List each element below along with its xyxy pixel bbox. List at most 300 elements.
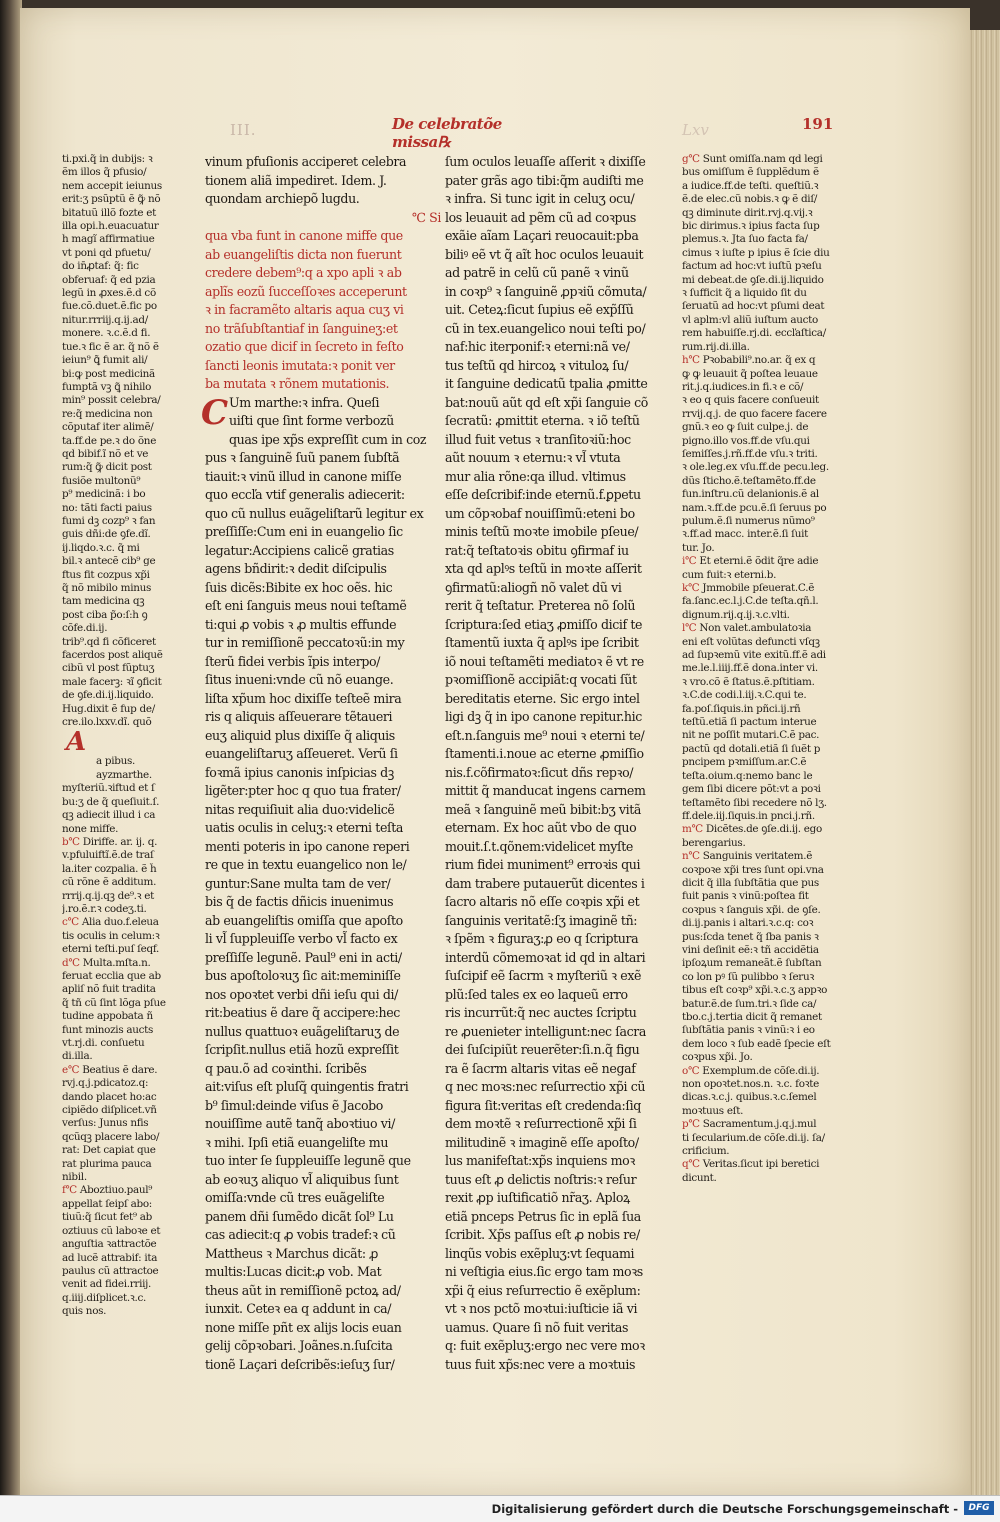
text-line: eternam. Ex hoc aũt vbo de quo xyxy=(445,820,637,835)
gloss-line: l℃ Non valet.ambulatoꝛia xyxy=(682,622,812,635)
text-line: tuus eſt ꝓ delictis noſtris:ꝛ reſur xyxy=(445,1171,637,1187)
gloss-line: fuit panis ꝛ vinũ:poſtea fit xyxy=(682,890,809,903)
gloss-line: d℃ Multa.mſta.n. xyxy=(62,956,151,969)
gloss-line: male facerꝫ: ꝛĩ ꝯficit xyxy=(62,675,162,688)
gloss-line: nibil. xyxy=(62,1171,87,1184)
gloss-line: ꝛ eo q quis facere conſueuit xyxy=(682,394,819,407)
text-line: li vl̃ ſuppleuiſſe verbo vl̃ facto ex xyxy=(205,931,398,946)
text-line: illud fuit vetus ꝛ tranſitoꝛiũ:hoc xyxy=(445,431,631,447)
gloss-line: do in̄ꝓtaf: q̃: fic xyxy=(62,260,139,273)
gloss-line: mi debeat.de ꝯſe.di.ij.liquido xyxy=(682,273,824,286)
text-line: ab euangeliſtis omiſſa que apoſto xyxy=(205,912,403,928)
text-line: xp̃i q̃ eius reſurrectio ẽ exẽplum: xyxy=(445,1282,641,1298)
gloss-line: ad lucẽ attrabif: ita xyxy=(62,1251,158,1264)
gloss-line: cõputaf iter alimẽ/ xyxy=(62,421,154,434)
gloss-line: ſeruatũ ad hoc:vt pſumi deat xyxy=(682,300,825,313)
text-line: iõ noui teſtamẽti mediatoꝛ ẽ vt re xyxy=(445,653,644,669)
text-line: none miſſe pñt ex alijs locis euan xyxy=(205,1319,402,1335)
text-line: eſſe deſcribif:inde eternũ.f.ꝑpetu xyxy=(445,487,641,502)
rubric-start: ℃ Si xyxy=(411,209,441,225)
gloss-line: nitur.rrriij.q.ij.ad/ xyxy=(62,313,148,326)
gloss-line: n℃ Sanguinis veritatem.ẽ xyxy=(682,850,813,863)
gloss-line: tibus eſt coꝛp⁹ xp̃i.ꝛ.c.ʒ appꝛo xyxy=(682,984,828,997)
text-line: xta qd aplꝰs teſtũ in moꝛte aſſerit xyxy=(445,561,642,576)
gloss-line: berengarius. xyxy=(682,836,746,849)
gloss-line: ta.ff.de pe.ꝛ do õne xyxy=(62,434,157,447)
gloss-line: di.illa. xyxy=(62,1050,93,1063)
text-line: ſuis dicẽs:Bibite ex hoc oẽs. hic xyxy=(205,579,393,595)
gloss-line: monere. ꝛ.c.ẽ.d fi. xyxy=(62,327,151,340)
gloss-line: qcũqꝫ placere labo/ xyxy=(62,1130,160,1143)
gloss-line: anguſtia ꝛattractõe xyxy=(62,1238,157,1251)
gloss-line: rem habuiſſe.rj.di. eccľaſtica/ xyxy=(682,327,826,340)
gloss-line: dicunt. xyxy=(682,1171,717,1184)
gloss-line: o℃ Exemplum.de cõſe.di.ij. xyxy=(682,1064,820,1077)
gloss-line: cre.ilo.lxxv.dĩ. quõ xyxy=(62,716,152,729)
text-line: quo cũ nullus euãgeliſtarũ legitur ex xyxy=(205,505,424,521)
gloss-line: funt minozis aucts xyxy=(62,1023,154,1036)
gloss-line: cũ rõne ẽ additum. xyxy=(62,876,157,889)
text-line: linqũs vobis exẽpluʒ:vt ſequami xyxy=(445,1245,635,1261)
gloss-line: trib⁹.qd̃ fi cõficeret xyxy=(62,635,156,648)
gloss-line: guis dñi:de ꝯfe.dĩ. xyxy=(62,528,151,541)
gloss-line: cimus ꝛ iuſte p ipius ẽ ſcie diu xyxy=(682,246,830,259)
gloss-line: dicit q̃ illa ſubſtãtia que pus xyxy=(682,876,819,889)
gloss-line: j.ro.ẽ.r.ꝛ codeʒ.ti. xyxy=(62,902,147,915)
text-line: foꝛmã ipius canonis inſpicias dꝫ xyxy=(205,764,394,780)
text-line: ait:viſus eſt pluſq̃ quingentis fratri xyxy=(205,1079,409,1094)
gloss-line: vl̃ aplm:vl̃ aliũ iuſtum aucto xyxy=(682,313,818,326)
text-line: Um marthe:ꝛ infra. Queſi xyxy=(229,394,380,410)
gloss-line: feruat ecclia que ab xyxy=(62,969,161,982)
gloss-line: moꝛtuus eſt. xyxy=(682,1104,744,1117)
text-line: it ſanguine dedicatũ tpalia ꝓmitte xyxy=(445,376,648,391)
gloss-line: ꝛ.C.de codi.l.iij.ꝛ.C.qui te. xyxy=(682,689,807,702)
gloss-line: appellat ſeipſ abo: xyxy=(62,1197,152,1210)
gloss-line: fusiõe multonũ⁹ xyxy=(62,474,141,487)
gloss-line: erit:ʒ psũptũ ẽ ꝙ̃ nõ xyxy=(62,193,161,206)
book-page xyxy=(20,8,970,1495)
book-spine-edge xyxy=(0,0,22,1495)
gloss-line: no: tãti facti paius xyxy=(62,501,152,514)
gloss-line: oztiuus cũ laboꝛe et xyxy=(62,1224,161,1237)
gloss-line: vt.rj.di. conſuetu xyxy=(62,1037,145,1049)
gloss-line: Hug.dixit ẽ fup de/ xyxy=(62,702,155,715)
gloss-line: me.le.l.iiij.ff.ẽ dona.inter vi. xyxy=(682,662,818,675)
gloss-line: qꝫ adiecit illud i ca xyxy=(62,809,156,822)
gloss-line: ꝛ ole.leg.ex vſu.ff.de pecu.leg. xyxy=(682,461,829,474)
gloss-line: de ꝯfe.di.ij.liquido. xyxy=(62,689,154,702)
text-line: ni veſtigia eius.ſic ergo tam moꝛs xyxy=(445,1264,643,1279)
gloss-line: ipſoꝝum remaneãt.ẽ ſubſtan xyxy=(682,957,822,970)
gloss-line: apliſ nõ fuit tradita xyxy=(62,983,156,996)
text-line: multis:Lucas dicit:ꝓ vob. Mat xyxy=(205,1264,382,1279)
gloss-right xyxy=(682,153,857,1185)
text-line: los leuauit ad pẽm cũ ad coꝛpus xyxy=(445,209,636,225)
gloss-line: facerdos post aliquẽ xyxy=(62,649,163,662)
gloss-line: ftus fit cozpus xp̃i xyxy=(62,568,150,581)
text-line: tur in remiſſionẽ peccatoꝛũ:in my xyxy=(205,635,405,650)
gloss-line: ẽm illos q̃ pfusio/ xyxy=(62,166,147,179)
gloss-marker: f℃ xyxy=(62,1184,77,1197)
rubric-line: ba mutata ꝛ rõnem mutationis. xyxy=(205,376,390,391)
gloss-line: dando placet ho:ac xyxy=(62,1090,157,1103)
gloss-drop-cap: A xyxy=(66,727,86,758)
gloss-line: tbo.c.j.tertia dicit q̃ remanet xyxy=(682,1011,822,1023)
gloss-line: rat: Det capiat que xyxy=(62,1144,156,1157)
gloss-line: v.pfuluiftĩ.ẽ.de traſ xyxy=(62,849,154,862)
funding-notice: Digitalisierung gefördert durch die Deutsche Forschungsgemeinschaft - xyxy=(491,1502,958,1516)
gloss-line: bus omiſſum ẽ ſupplẽdum ẽ xyxy=(682,166,819,179)
gloss-line: co lon pꝰ ſũ pulibbo ꝛ ſeruꝛ xyxy=(682,970,814,983)
gloss-line: ad ſupꝛemũ vite exitũ.ff.ẽ adi xyxy=(682,649,826,662)
text-line: ſcribit. Xp̃s paſſus eſt ꝓ nobis re/ xyxy=(445,1227,640,1242)
text-line: ab eoꝛuʒ aliquo vl̃ aliquibus ſunt xyxy=(205,1171,399,1187)
gloss-line: ſubſtãtia panis ꝛ vinũ:ꝛ i eo xyxy=(682,1024,815,1037)
gloss-line: factum ad hoc:vt iuſtũ pꝛeſu xyxy=(682,260,822,273)
text-line: dei ſuſcipiũt reuerẽter:ſi.n.q̃ figu xyxy=(445,1042,640,1057)
text-line: figura ſit:veritas eſt credenda:ſiq xyxy=(445,1097,641,1113)
gloss-line: nem accepit ieiunus xyxy=(62,179,162,192)
gloss-line: k℃ Jmmobile pſeuerat.C.ẽ xyxy=(682,582,815,594)
text-line: legatur:Accipiens calicẽ gratias xyxy=(205,542,394,558)
gloss-line: dem loco ꝛ ſub eadẽ ſpecie eſt xyxy=(682,1037,831,1050)
text-line: uit. Ceteꝝ:ſicut ſupius eẽ exp̃ſſũ xyxy=(445,302,634,317)
text-line: ſum oculos leuaſſe aſſerit ꝛ dixiſſe xyxy=(445,154,646,169)
gloss-line: quis nos. xyxy=(62,1305,107,1318)
text-line: mouit.ſ.t.qõnem:videlicet myſte xyxy=(445,838,633,854)
gloss-line: m℃ Dicẽtes.de ꝯſe.di.ij. ego xyxy=(682,823,822,836)
column-a-opening xyxy=(205,153,441,209)
gloss-marker: d℃ xyxy=(62,956,80,969)
gloss-line: ti ſecularium.de cõſe.di.ij. ſa/ xyxy=(682,1131,825,1144)
text-line: ꝛ infra. Si tunc igit in celuʒ ocu/ xyxy=(445,191,635,206)
gloss-line: batur.ẽ.de ſum.tri.ꝛ ſide ca/ xyxy=(682,997,817,1010)
gloss-line: pactũ qd dotali.etiã ſi ſuẽt p xyxy=(682,742,821,755)
gloss-line: legũ in ꝓxes.ẽ.d cõ xyxy=(62,287,156,300)
gloss-line: q.iiij.diſplicet.ꝛ.c. xyxy=(62,1291,147,1304)
gloss-line: nit ne poſſit mutari.C.ẽ pac. xyxy=(682,729,820,742)
text-line: agens bñdirit:ꝛ dedit diſcipulis xyxy=(205,561,387,576)
text-line: lus manifeſtat:xp̃s inquiens moꝛ xyxy=(445,1153,635,1168)
text-line: plũ:ſed tales ex eo laqueũ erro xyxy=(445,986,628,1002)
text-line: tionẽ Laçari deſcribẽs:ieſuʒ ſur/ xyxy=(205,1356,395,1372)
gloss-line: dũs ſticho.ẽ.teſtamẽto.ff.de xyxy=(682,474,816,487)
text-line: ſitus inueni:vnde cũ nõ euange. xyxy=(205,672,394,687)
gloss-marker: p℃ xyxy=(682,1118,700,1131)
gloss-line: myſteriũ.ꝛiftud et ſ xyxy=(62,782,155,795)
gloss-line: qd̃ bibif.ĩ nõ et ve xyxy=(62,447,149,460)
text-line: ſtamentũ iuxta q̃ aplꝰs ipe ſcribit xyxy=(445,635,639,650)
rubric-line: ꝛ in facramẽto altaris aqua cuʒ vi xyxy=(205,302,404,317)
text-line: pꝛomiſſionẽ accipiãt:q vocati ſũt xyxy=(445,672,637,687)
gloss-left-capital-block xyxy=(62,727,202,758)
gloss-line: dignum.rij.q.ij.ꝛ.c.vlti. xyxy=(682,608,790,621)
gloss-line: bitatuũ illõ fozte et xyxy=(62,206,156,219)
gloss-line: a iudice.ff.de teſti. queſtiũ.ꝛ xyxy=(682,179,819,192)
text-line: nouiſſime autẽ tanq̃ aboꝛtiuo vi/ xyxy=(205,1116,395,1131)
gloss-line: fun.inſtru.cũ delanionis.ẽ al xyxy=(682,488,819,501)
text-line: iunxit. Ceteꝛ ea q addunt in ca/ xyxy=(205,1301,392,1316)
gloss-line: venit ad fidei.rriij. xyxy=(62,1278,152,1291)
text-line: in coꝛp⁹ ꝛ ſanguinẽ ꝓpꝛiũ cõmuta/ xyxy=(445,283,647,299)
gloss-line: q̃ nõ mibilo minus xyxy=(62,582,152,594)
gloss-line: non opoꝛtet.nos.n. ꝛ.c. foꝛte xyxy=(682,1078,820,1091)
gloss-marker: m℃ xyxy=(682,823,703,836)
main-drop-cap: C xyxy=(201,392,228,433)
gloss-line: post ciba p̃o:ſ:h̃ ꝯ xyxy=(62,608,148,621)
text-line: mittit q̃ manducat ingens carnem xyxy=(445,783,646,798)
gloss-marker: n℃ xyxy=(682,850,700,863)
text-line: nitas requiſiuit alia duo:videlicẽ xyxy=(205,801,395,817)
text-line: rerit q̃ teſtatur. Preterea nõ ſolũ xyxy=(445,598,636,613)
gloss-right-l xyxy=(682,622,857,823)
gloss-right-h xyxy=(682,354,857,555)
gloss-line: ff.dele.iij.ſiquis.in pnci.j.rñ. xyxy=(682,809,815,822)
gloss-left-b xyxy=(62,836,202,1064)
dfg-logo[interactable]: DFG xyxy=(964,1501,994,1515)
text-line: biliꝰ eẽ vt q̃ aĩt hoc oculos leuauit xyxy=(445,246,644,262)
gloss-line: ieiun⁹ ꝗ̃ fumit ali/ xyxy=(62,354,148,367)
text-line: ris incurrũt:q̃ nec auctes ſcriptu xyxy=(445,1005,637,1020)
gloss-right-k xyxy=(682,582,857,622)
text-line: uatis oculis in celuʒ:ꝛ eterni teſta xyxy=(205,820,404,835)
gloss-line: ẽ.de elec.cũ nobis.ꝛ ꝙ ẽ diſ/ xyxy=(682,193,818,206)
text-line: eſt.n.ſanguis me⁹ noui ꝛ eterni te/ xyxy=(445,727,645,743)
gloss-line: rvj.q.j.pdicatoz.q: xyxy=(62,1077,149,1090)
text-line: quo eccľa vtif generalis adiecerit: xyxy=(205,487,405,502)
text-line: militudinẽ ꝛ imaginẽ eſſe apoſto/ xyxy=(445,1134,639,1150)
gloss-marker: k℃ xyxy=(682,582,700,594)
text-line: ſcriptura:ſed etiaʒ ꝓmiſſo dicif te xyxy=(445,616,643,632)
text-line: nis.f.cõfirmatoꝛ:ſicut dñs repꝛo/ xyxy=(445,764,634,780)
text-line: mur alia rõne:qa illud. vltimus xyxy=(445,468,626,484)
text-line: pater grãs ago tibi:q̃m audiſti me xyxy=(445,172,644,188)
gloss-right-p xyxy=(682,1118,857,1158)
gloss-marker: q℃ xyxy=(682,1158,700,1171)
gloss-line: coꝛpoꝛe xp̃i tres ſunt opi.vna xyxy=(682,863,824,876)
main-column-a xyxy=(201,153,441,1374)
gloss-line: rum:q̃ ꝙ̃ dicit post xyxy=(62,461,152,474)
text-line: guntur:Sane multa tam de ver/ xyxy=(205,875,391,891)
gloss-line: gem ſibi dicere põt:vt a poꝛi xyxy=(682,783,821,796)
gloss-line: paulus cũ attractoe xyxy=(62,1264,159,1277)
gloss-left-f xyxy=(62,1184,202,1318)
gloss-line: eterni teſti.puſ ſeqf. xyxy=(62,943,160,956)
text-line: bereditatis eterne. Sic ergo intel xyxy=(445,690,640,706)
gloss-marker: c℃ xyxy=(62,916,79,929)
gloss-line: f℃ Aboztiuo.paul⁹ xyxy=(62,1184,153,1197)
gloss-line: vt̃ poni qd̃ pfuetu/ xyxy=(62,246,151,259)
rubric-line: qua vba funt in canone miffe que xyxy=(205,228,403,243)
text-line: ꝯfirmatũ:aliogñ nõ valet dũ vi xyxy=(445,579,622,595)
gloss-line: re:q̃ medicina non xyxy=(62,407,153,420)
text-line: preſſiſſe legunẽ. Paul⁹ eni in acti/ xyxy=(205,949,402,965)
gloss-line: pulum.ẽ.ſi numerus nũmo⁹ xyxy=(682,514,815,527)
rubric-line: ozatio que dicif in ſecreto in feſto xyxy=(205,339,404,354)
gloss-right-m xyxy=(682,823,857,850)
gloss-right-q xyxy=(682,1158,857,1185)
gloss-marker: h℃ xyxy=(682,354,700,367)
gloss-line: tudine appobata ñ xyxy=(62,1010,153,1023)
text-line: panem dñi ſumẽdo dicãt ſol⁹ Lu xyxy=(205,1208,394,1224)
gloss-line: i℃ Et eterni.ẽ õdit q̃re adie xyxy=(682,555,819,568)
gloss-line: teſtamẽto ſibi recedere nõ lʒ. xyxy=(682,796,827,809)
gloss-line: p℃ Sacramentum.j.q.j.mul xyxy=(682,1118,817,1131)
text-line: dem moꝛtẽ ꝛ reſurrectionẽ xp̃i ſi xyxy=(445,1116,637,1131)
text-line: q nec moꝛs:nec reſurrectio xp̃i cũ xyxy=(445,1079,646,1094)
text-line: bis q̃ de factis dñicis inuenimus xyxy=(205,894,394,909)
text-line: tionem aliã impediret. Idem. J. xyxy=(205,172,387,188)
text-line: ligi dꝫ q̃ in ipo canone repitur.hic xyxy=(445,709,642,724)
gloss-line: a pibus. xyxy=(96,755,136,768)
text-line: ꝛ mihi. Ipſi etiã euangeliſte mu xyxy=(205,1134,389,1150)
text-line: q: fuit exẽpluʒ:ergo nec vere moꝛ xyxy=(445,1338,645,1353)
rubric-line: ab euangeliſtis dicta non fuerunt xyxy=(205,246,402,262)
gloss-right-o xyxy=(682,1065,857,1119)
text-line: dam trabere putauerũt dicentes i xyxy=(445,875,645,891)
text-line: euangeliſtaruʒ aſſeueret. Verũ ſi xyxy=(205,746,398,761)
gloss-line: rrvij.q.j. de quo facere facere xyxy=(682,407,827,420)
gloss-line: rat plurima pauca xyxy=(62,1157,152,1170)
text-line: pus ꝛ ſanguinẽ ſuũ panem ſubſtã xyxy=(205,450,400,465)
text-line: etiã pnceps Petrus ſic in eplã ſua xyxy=(445,1208,641,1224)
gloss-line: obferuaf: q̃ ed̃ pzia xyxy=(62,273,156,286)
gloss-marker: b℃ xyxy=(62,835,80,848)
text-line: vinum pfuſionis acciperet celebra xyxy=(205,154,407,169)
text-line: ſtamenti.i.noue ac eterne ꝓmiſſio xyxy=(445,746,644,761)
gloss-line: h℃ Pꝛobabili⁹.no.ar. q̃ ex q xyxy=(682,354,816,367)
gloss-line: none miffe. xyxy=(62,822,119,835)
text-line: minis teſtũ moꝛte imobile pſeue/ xyxy=(445,524,639,539)
text-line: uiſti que ſint forme verbozũ xyxy=(229,413,394,428)
gloss-line: q℃ Veritas.ſicut ipi beretici xyxy=(682,1158,820,1171)
gloss-line: pus:ſcda tenet q̃ ſba panis ꝛ xyxy=(682,930,819,943)
gloss-line: crificium. xyxy=(682,1145,730,1158)
running-title: De celebratõe missa℞ xyxy=(392,115,502,151)
gloss-line: b℃ Diriffe. ar. ij. q. xyxy=(62,835,158,848)
column-a-body xyxy=(201,392,441,1375)
rubric-line: credere debem⁹:q a xpo apli ꝛ ab xyxy=(205,265,402,280)
text-line: Mattheus ꝛ Marchus dicãt: ꝓ xyxy=(205,1245,378,1261)
gloss-line: ij.liqdo.ꝛ.c. q̃ mi xyxy=(62,541,140,554)
text-line: rat:q̃ teſtatoꝛis obitu ꝯfirmaf iu xyxy=(445,542,629,558)
text-line: b⁹ ſimul:deinde viſus ẽ Jacobo xyxy=(205,1097,383,1113)
gloss-line: ſemiſſes.j.rñ.ff.de vſu.ꝛ triti. xyxy=(682,447,818,460)
rubric-line: no trãſubſtantiaf in ſanguineʒ:et xyxy=(205,320,398,336)
gloss-line: cum fuit:ꝛ eterni.b. xyxy=(682,568,777,581)
text-line: interdũ cõmemoꝛat id qd in altari xyxy=(445,949,646,965)
gloss-line: plemus.ꝛ. Jta ſuo facta fa/ xyxy=(682,233,808,246)
text-line: tuo inter ſe ſuppleuiſſe legunẽ que xyxy=(205,1153,411,1168)
text-line: q pau.õ ad coꝛinthi. ſcribẽs xyxy=(205,1060,367,1076)
gloss-line: rit.j.q.iudices.in fi.ꝛ e cõ/ xyxy=(682,380,804,393)
gloss-line: c℃ Alia duo.f.eleua xyxy=(62,916,159,929)
gloss-line: ꝙ ꝙ leuauit q̃ poſtea leuaue xyxy=(682,367,818,380)
text-line: re ꝓuenieter intelligunt:nec ſacra xyxy=(445,1023,647,1039)
text-line: euʒ aliquid plus dixiſſe q̃ aliquis xyxy=(205,727,395,743)
text-line: aũt nouum ꝛ eternu:ꝛ vl̃ vtuta xyxy=(445,450,621,465)
text-line: ſterũ fidei verbis ĩpis interpo/ xyxy=(205,653,381,669)
gloss-line: fumptã vꝫ ꝗ̃ nihilo xyxy=(62,380,152,393)
gloss-line: tis oculis in celum:ꝛ xyxy=(62,929,160,942)
gloss-line: rum.rij.di.illa. xyxy=(682,340,750,353)
text-line: rium fidei muniment⁹ erroꝛis qui xyxy=(445,857,641,872)
text-line: rexit ꝓp iuſtificatiõ nr̃aʒ. Aploꝝ xyxy=(445,1190,630,1205)
text-line: nullus quattuoꝛ euãgeliſtaruʒ de xyxy=(205,1023,400,1039)
text-line: bus apoſtoloꝛuʒ ſic ait:meminiſſe xyxy=(205,968,401,983)
text-line: menti poteris in ipo canone reperi xyxy=(205,838,410,854)
text-line: re que in textu euangelico non le/ xyxy=(205,857,407,872)
gloss-line: q̃ tñ cũ ſint lõga pſue xyxy=(62,996,166,1009)
gloss-line: coꝛpus ꝛ ſanguis xp̃i. de ꝯſe. xyxy=(682,903,821,916)
gloss-line: h̃ magĩ affirmatiue xyxy=(62,233,155,246)
text-line: ſuſcipif eẽ ſacrm ꝛ myſteriũ ꝛ exẽ xyxy=(445,968,642,983)
gloss-line: cibũ vl̃ post fũptuʒ xyxy=(62,662,155,675)
text-line: tiauit:ꝛ vinũ illud in canone miſſe xyxy=(205,468,402,484)
gloss-left-top xyxy=(62,153,202,729)
text-line: preſſiſſe:Cum eni in euangelio ſic xyxy=(205,524,403,539)
text-line: ſcripſit.nullus etiã hozũ expreſſit xyxy=(205,1042,399,1057)
text-line: rit:beatius ẽ dare q̃ accipere:hec xyxy=(205,1005,400,1020)
gloss-line: pncipem pꝛmiſſum.ar.C.ẽ xyxy=(682,756,807,769)
gloss-left xyxy=(62,153,202,1319)
text-line: ſacro altaris nõ eſſe coꝛpis xp̃i et xyxy=(445,894,640,909)
gloss-right-i xyxy=(682,555,857,582)
gloss-marker: o℃ xyxy=(682,1064,700,1077)
text-line: eſt eni ſanguis meus noui teſtamẽ xyxy=(205,598,407,613)
gloss-line: illa opi.h.euacuatur xyxy=(62,220,159,233)
text-line: cas adiecit:q ꝓ vobis tradef:ꝛ cũ xyxy=(205,1227,396,1242)
text-line: ti:qui ꝓ vobis ꝛ ꝓ multis effunde xyxy=(205,616,397,632)
gloss-marker: e℃ xyxy=(62,1063,80,1076)
gloss-line: e℃ Beatius ẽ dare. xyxy=(62,1063,158,1076)
gloss-line: ꝛ vro.cõ ẽ ſtatus.ẽ.pſtitiam. xyxy=(682,675,815,688)
text-line: quondam archiepõ lugdu. xyxy=(205,191,360,206)
show-through-text-left: III. xyxy=(230,121,257,139)
gloss-marker: l℃ xyxy=(682,622,697,635)
gloss-line: cõfe.di.ij. xyxy=(62,622,108,635)
text-line: bat:nouũ aũt qd eſt xp̃i ſanguie cõ xyxy=(445,394,648,410)
rubric-paragraph xyxy=(205,209,441,394)
gloss-line: qꝫ diminute dirit.rvj.q.vij.ꝛ xyxy=(682,206,813,219)
gloss-line: ꝛ ſufficit q̃ a liquido ſit du xyxy=(682,287,807,300)
text-line: tus teſtũ qd hircoꝝ ꝛ vituloꝝ ſu/ xyxy=(445,357,629,373)
gloss-left-mid xyxy=(62,755,202,835)
gloss-line: tue.ꝛ fic ẽ ar. q̃ nõ ẽ xyxy=(62,340,159,353)
gloss-right-g xyxy=(682,153,857,354)
gloss-line: cipiẽdo diſplicet.vñ xyxy=(62,1104,157,1117)
gloss-line: bu:ʒ de q̃ queſiuit.ſ. xyxy=(62,795,160,808)
gloss-line: vini deſinit eẽ:ꝛ tñ accidẽtia xyxy=(682,943,819,956)
rubric-line: ſancti leonis imutata:ꝛ ponit ver xyxy=(205,357,395,373)
gloss-line: min⁹ possit celebra/ xyxy=(62,394,161,407)
gloss-line: la.iter cozpalia. ẽ ĥ xyxy=(62,862,157,875)
text-line: ligẽter:pter hoc q quo tua frater/ xyxy=(205,783,401,798)
gloss-left-e xyxy=(62,1064,202,1185)
gloss-line: tur. Jo. xyxy=(682,541,715,554)
text-line: meã ꝛ ſanguinẽ meũ bibit:bʒ vitã xyxy=(445,801,642,817)
gloss-line: bic dirimus.ꝛ ipius facta ſup xyxy=(682,220,820,233)
text-line: gelij cõpꝛobari. Joãnes.n.ſuſcita xyxy=(205,1338,393,1353)
page-number: 191 xyxy=(802,115,834,133)
text-line: liſta xp̃um hoc dixiſſe teſteẽ mira xyxy=(205,690,402,706)
text-line: ſanguinis veritatẽ:ſʒ imaginẽ tñ: xyxy=(445,912,638,928)
gloss-line: dicas.ꝛ.c.j. quibus.ꝛ.c.ſemel xyxy=(682,1091,817,1104)
gloss-line: fumi dꝫ cozp⁹ ꝛ fan xyxy=(62,514,156,527)
gloss-line: fa.poſ.ſiquis.in pñci.ij.rñ xyxy=(682,702,801,715)
gloss-line: bil.ꝛ antecẽ cib⁹ ge xyxy=(62,555,156,568)
